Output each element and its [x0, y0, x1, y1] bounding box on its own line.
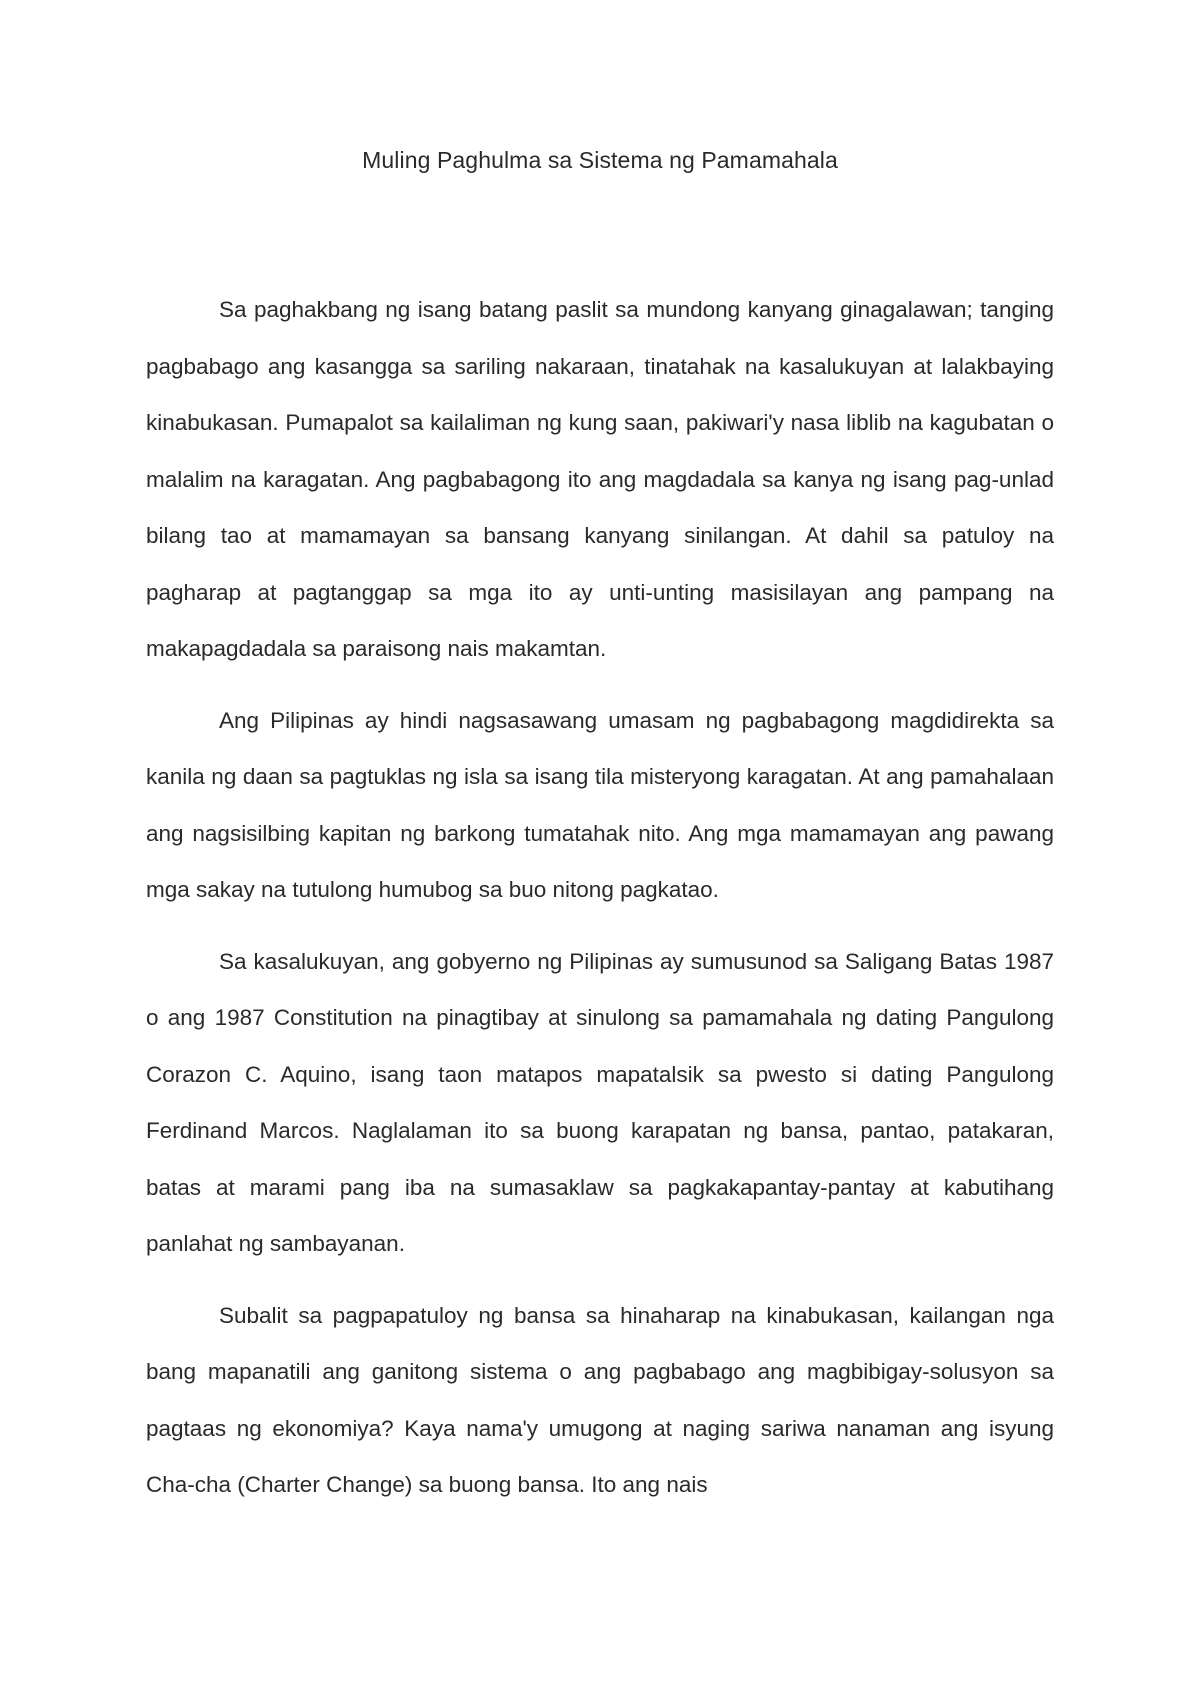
paragraph-3: Sa kasalukuyan, ang gobyerno ng Pilipinas ay sumusunod sa Saligang Batas 1987 o ang 1987 Constitution na pinagtibay at sinulong sa pamamahala ng dating Pangulong Corazon C. Aquino, isang taon matapos mapatalsik sa pwesto si dating Pangulong Ferdinand Marcos. Naglalaman ito sa buong karapatan ng bansa, pantao, patakaran, batas at marami pang iba na sumasaklaw sa pagkakapantay-pantay at kabutihang panlahat ng sambayanan.	[146, 948, 1054, 1256]
paragraph-1: Sa paghakbang ng isang batang paslit sa mundong kanyang ginagalawan; tanging pagbabago ang kasangga sa sariling nakaraan, tinatahak na kasalukuyan at lalakbaying kinabukasan. Pumapalot sa kailaliman ng kung saan, pakiwari'y nasa liblib na kagubatan o malalim na karagatan. Ang pagbabagong ito ang magdadala sa kanya ng isang pag-unlad bilang tao at mamamayan sa bansang kanyang sinilangan. At dahil sa patuloy na pagharap at pagtanggap sa mga ito ay unti-unting masisilayan ang pampang na makapagdadala sa paraisong nais makamtan.	[146, 297, 1054, 661]
document-title: Muling Paghulma sa Sistema ng Pamamahala	[362, 147, 838, 173]
document-body	[146, 282, 1054, 1514]
paragraph-4: Subalit sa pagpapatuloy ng bansa sa hinaharap na kinabukasan, kailangan nga bang mapanatili ang ganitong sistema o ang pagbabago ang magbibigay-solusyon sa pagtaas ng ekonomiya? Kaya nama'y umugong at naging sariwa nanaman ang isyung Cha-cha (Charter Change) sa buong bansa. Ito ang nais	[146, 1302, 1054, 1497]
paragraph-2: Ang Pilipinas ay hindi nagsasawang umasam ng pagbabagong magdidirekta sa kanila ng daan sa pagtuklas ng isla sa isang tila misteryong karagatan. At ang pamahalaan ang nagsisilbing kapitan ng barkong tumatahak nito. Ang mga mamamayan ang pawang mga sakay na tutulong humubog sa buo nitong pagkatao.	[146, 707, 1054, 902]
